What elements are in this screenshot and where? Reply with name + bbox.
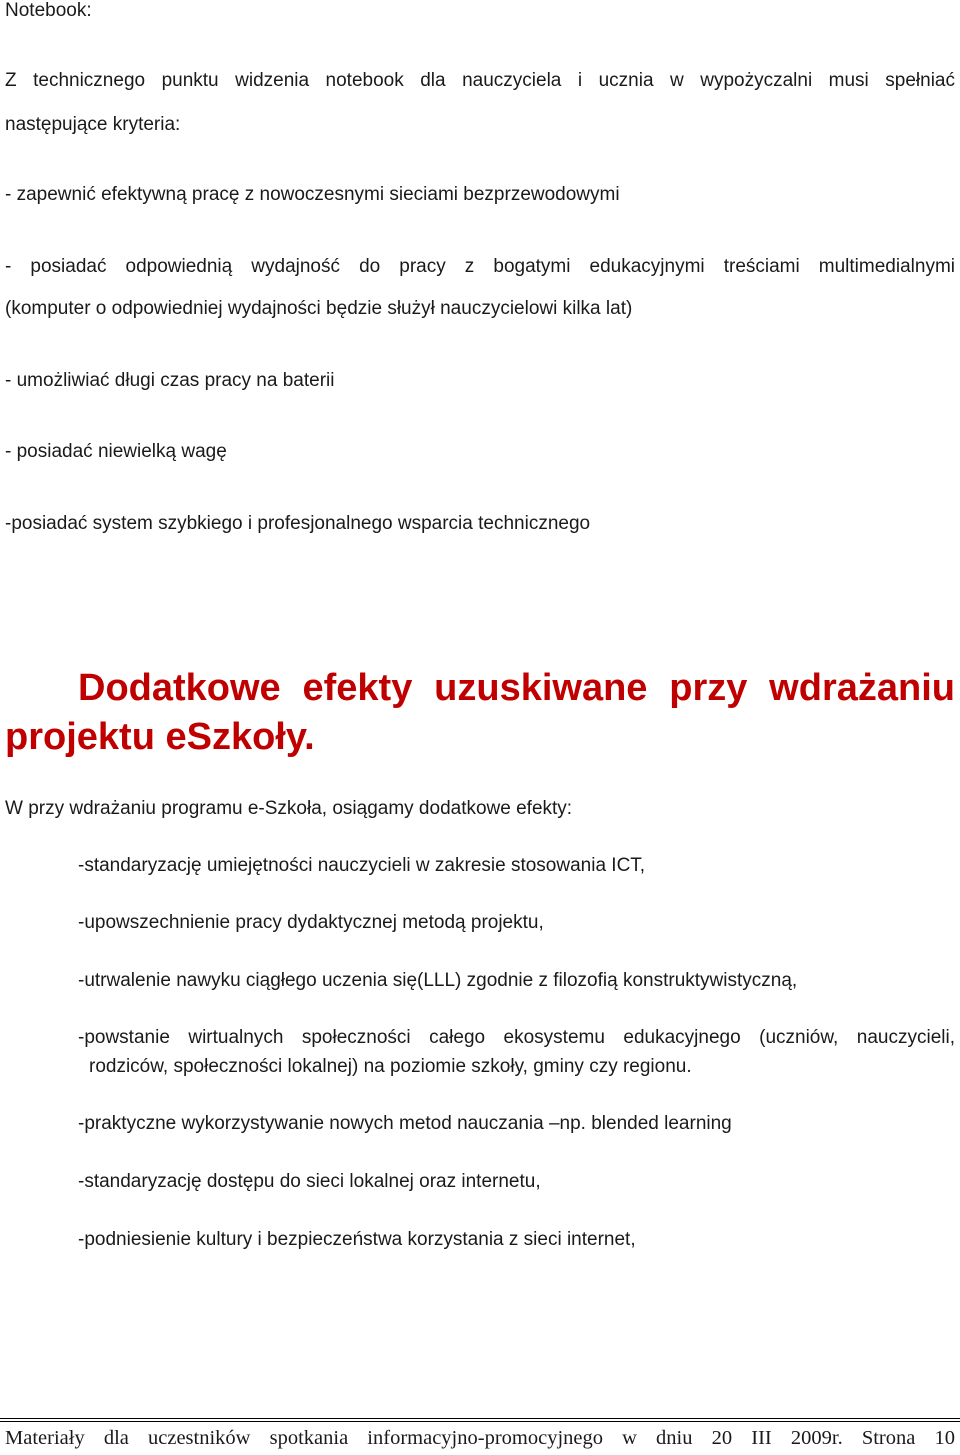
requirement-wireless: - zapewnić efektywną pracę z nowoczesnymi sieciami bezprzewodowymi [5,184,620,205]
intro-line-2: następujące kryteria: [5,114,181,135]
requirement-performance-line-2: (komputer o odpowiedniej wydajności będzie służył nauczycielowi kilka lat) [5,298,633,319]
requirement-performance-line-1: - posiadać odpowiednią wydajność do pracy z bogatymi edukacyjnymi treściami multimedialnymi [5,256,955,277]
requirement-weight: - posiadać niewielką wagę [5,441,227,462]
effect-item-continuation: rodziców, społeczności lokalnej) na poziomie szkoły, gminy czy regionu. [89,1056,692,1077]
effect-item: -utrwalenie nawyku ciągłego uczenia się(LLL) zgodnie z filozofią konstruktywistyczną, [78,970,798,991]
section-heading [5,664,955,763]
section-label: Notebook: [5,0,92,21]
page-footer: Materiały dla uczestników spotkania informacyjno-promocyjnego w dniu 20 III 2009r. Strona 10 [5,1427,955,1449]
effect-item: -powstanie wirtualnych społeczności całego ekosystemu edukacyjnego (uczniów, nauczycieli, [78,1027,955,1048]
requirement-support: -posiadać system szybkiego i profesjonalnego wsparcia technicznego [5,513,591,534]
section-heading-line-1: Dodatkowe efekty uzuskiwane przy wdrażaniu [78,667,955,709]
effects-intro: W przy wdrażaniu programu e-Szkoła, osiągamy dodatkowe efekty: [5,798,573,819]
effect-item: -podniesienie kultury i bezpieczeństwa korzystania z sieci internet, [78,1229,636,1250]
effect-item: -standaryzację umiejętności nauczycieli w zakresie stosowania ICT, [78,855,646,876]
effect-item: -upowszechnienie pracy dydaktycznej metodą projektu, [78,912,544,933]
intro-line-1: Z technicznego punktu widzenia notebook dla nauczyciela i ucznia w wypożyczalni musi spełniać [5,70,955,91]
effect-item: -praktyczne wykorzystywanie nowych metod nauczania –np. blended learning [78,1113,732,1134]
section-heading-line-2: projektu eSzkoły. [5,716,315,759]
footer-rule [0,1418,960,1422]
effect-item: -standaryzację dostępu do sieci lokalnej oraz internetu, [78,1171,541,1192]
requirement-battery: - umożliwiać długi czas pracy na baterii [5,370,335,391]
